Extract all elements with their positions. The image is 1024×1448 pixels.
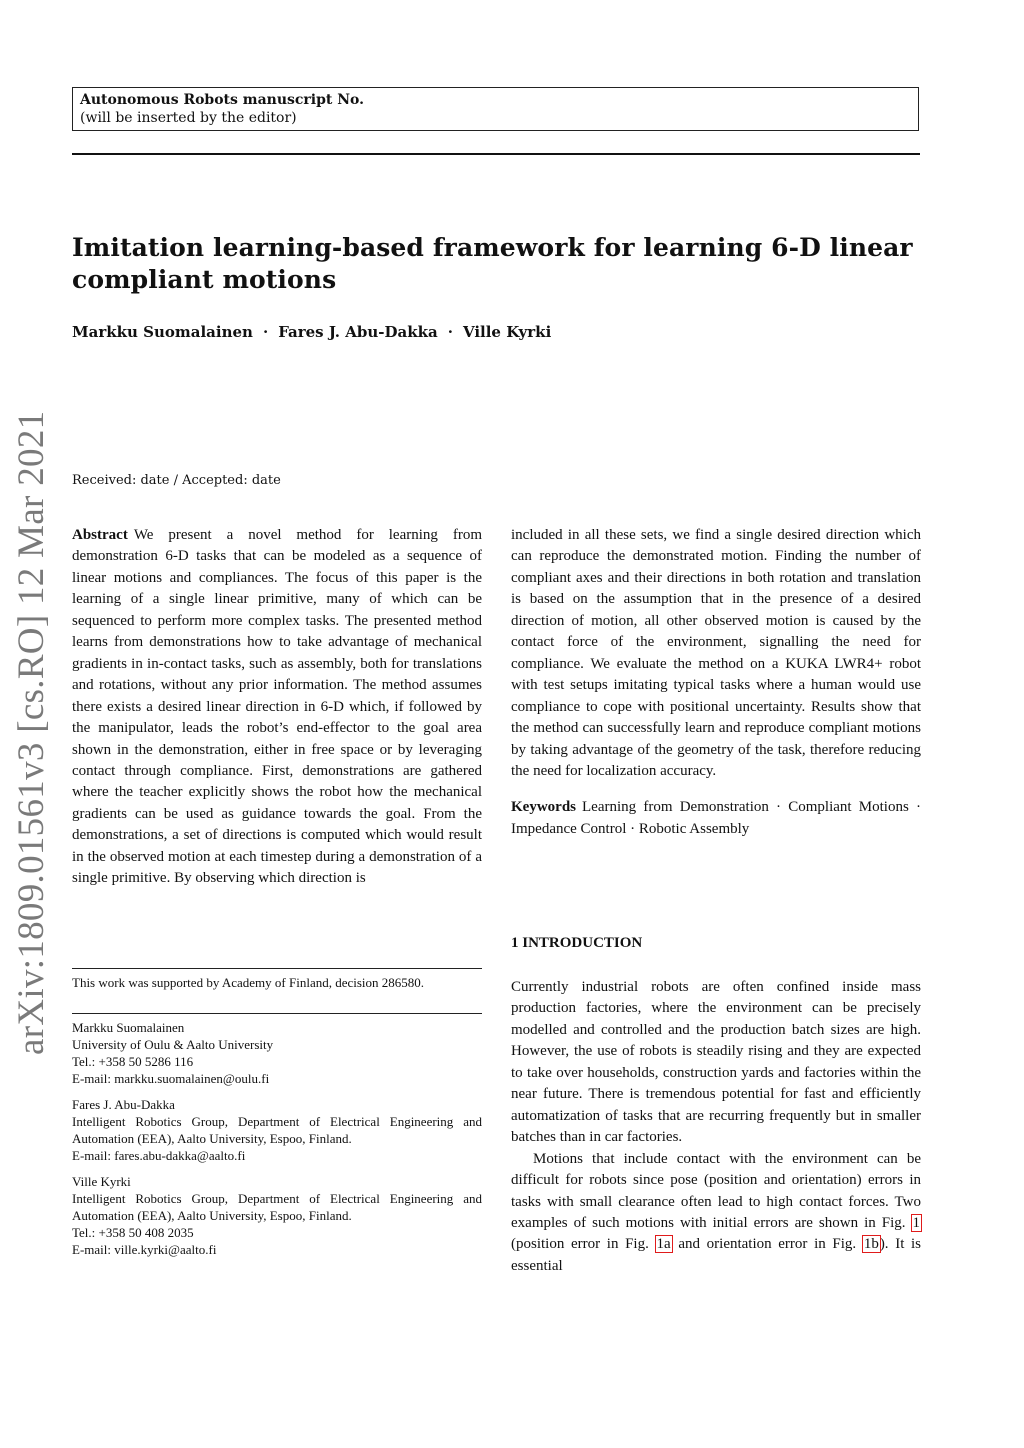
affiliation-line: Tel.: +358 50 5286 116 bbox=[72, 1054, 194, 1069]
affiliation-block bbox=[72, 1173, 482, 1258]
author-name: Fares J. Abu-Dakka bbox=[278, 323, 438, 341]
author-separator: · bbox=[262, 323, 269, 341]
intro-text: Motions that include contact with the environment can be difficult for robots since pose (position and orientation) errors in tasks with small clearance often lead to high contact forces. Two examples of such motions with initial errors are shown in Fig. bbox=[511, 1150, 921, 1231]
author-list bbox=[72, 323, 872, 341]
figure-ref-1a[interactable]: 1a bbox=[656, 1236, 671, 1253]
keywords-heading: Keywords bbox=[511, 799, 576, 816]
author-separator: · bbox=[447, 323, 453, 341]
abstract-paragraph bbox=[72, 525, 482, 890]
intro-paragraph-1: Currently industrial robots are often confined inside mass production factories, where the environment can be precisely modelled and controlled and the production batch sizes are high. However, the use of robots is steadily rising and they are expected to take over households, construction yards and factories within the near future. There is tremendous potential for fast and efficiently automatization of tasks that are recurring frequently but in smaller batches than in car factories. bbox=[511, 979, 921, 1146]
footnote-rule bbox=[72, 968, 482, 969]
affiliation-email: E-mail: ville.kyrki@aalto.fi bbox=[72, 1242, 217, 1257]
journal-name: Autonomous Robots manuscript No. bbox=[80, 92, 365, 108]
intro-text: (position error in Fig. bbox=[511, 1236, 649, 1253]
abstract-text: We present a novel method for learning from demonstration 6-D tasks that can be modeled as a sequence of linear motions and compliances. The focus of this paper is the learning of a single linear primitive, many of which can be sequenced to perform more complex tasks. The presented method learns from demonstrations how to take advantage of mechanical gradients in in-contact tasks, such as assembly, both for translations and rotations, without any prior information. The method assumes there exists a desired linear direction in 6-D which, if followed by the manipulator, leads the robot’s end-effector to the goal area shown in the demonstration, either in free space or by leveraging contact through compliance. First, demonstrations are gathered where the teacher explicitly shows the robot how the mechanical gradients can be used as guidance towards the goal. From the demonstrations, a set of directions is computed which would result in the observed motion at each timestep during a demonstration of a single primitive. By observing which direction is bbox=[72, 527, 482, 887]
affiliation-name: Fares J. Abu-Dakka bbox=[72, 1097, 175, 1112]
affiliation-rule bbox=[72, 1013, 482, 1014]
section-heading-introduction: 1 INTRODUCTION bbox=[511, 935, 643, 951]
figure-ref-1b[interactable]: 1b bbox=[863, 1236, 879, 1253]
funding-note: This work was supported by Academy of Finland, decision 286580. bbox=[72, 975, 425, 990]
intro-text: ). It is essential bbox=[511, 1236, 922, 1274]
received-date: Received: date / Accepted: date bbox=[72, 473, 281, 488]
abstract-heading: Abstract bbox=[72, 527, 128, 543]
affiliation-email: E-mail: markku.suomalainen@oulu.fi bbox=[72, 1071, 270, 1086]
introduction-body bbox=[511, 977, 921, 1277]
affiliation-line: Intelligent Robotics Group, Department of Electrical Engineering and Automation (EEA), Aalto University, Espoo, Finland. bbox=[72, 1191, 482, 1223]
affiliation-block bbox=[72, 1096, 482, 1164]
editor-note: (will be inserted by the editor) bbox=[80, 110, 297, 126]
keywords-text: Learning from Demonstration · Compliant Motions · Impedance Control · Robotic Assembly bbox=[511, 799, 921, 837]
author-name: Markku Suomalainen bbox=[72, 323, 253, 341]
journal-header-box bbox=[72, 87, 919, 131]
affiliation-line: Intelligent Robotics Group, Department of Electrical Engineering and Automation (EEA), Aalto University, Espoo, Finland. bbox=[72, 1114, 482, 1146]
intro-paragraph-2 bbox=[511, 1149, 921, 1278]
abstract-right-column bbox=[511, 525, 921, 840]
affiliation-name: Ville Kyrki bbox=[72, 1174, 131, 1189]
keywords-paragraph bbox=[511, 797, 921, 840]
affiliation-block bbox=[72, 1019, 482, 1087]
author-name: Ville Kyrki bbox=[462, 323, 552, 341]
abstract-continuation: included in all these sets, we find a single desired direction which can reproduce the demonstrated motion. Finding the number of compliant axes and their directions in both rotation and translation is based on the assumption that in the presence of a desired direction of motion, all other observed motion is caused by the contact force of the environment, signalling the need for compliance. We evaluate the method on a KUKA LWR4+ robot with test setups imitating typical tasks where a human would use compliance to cope with positional uncertainty. Results show that the method can successfully learn and reproduce compliant motions by taking advantage of the geometry of the task, therefore reducing the need for localization accuracy. bbox=[511, 527, 921, 779]
figure-ref-1[interactable]: 1 bbox=[912, 1214, 920, 1231]
arxiv-identifier: arXiv:1809.01561v3 [cs.RO] 12 Mar 2021 bbox=[11, 410, 52, 1055]
header-rule bbox=[72, 153, 920, 155]
intro-text: and orientation error in Fig. bbox=[678, 1236, 857, 1253]
abstract-left-column bbox=[72, 525, 482, 890]
affiliation-name: Markku Suomalainen bbox=[72, 1020, 185, 1035]
affiliation-email: E-mail: fares.abu-dakka@aalto.fi bbox=[72, 1148, 246, 1163]
affiliations bbox=[72, 1019, 482, 1267]
affiliation-line: Tel.: +358 50 408 2035 bbox=[72, 1225, 194, 1240]
paper-title: Imitation learning-based framework for learning 6-D linear compliant motions bbox=[72, 233, 913, 294]
affiliation-line: University of Oulu & Aalto University bbox=[72, 1037, 274, 1052]
